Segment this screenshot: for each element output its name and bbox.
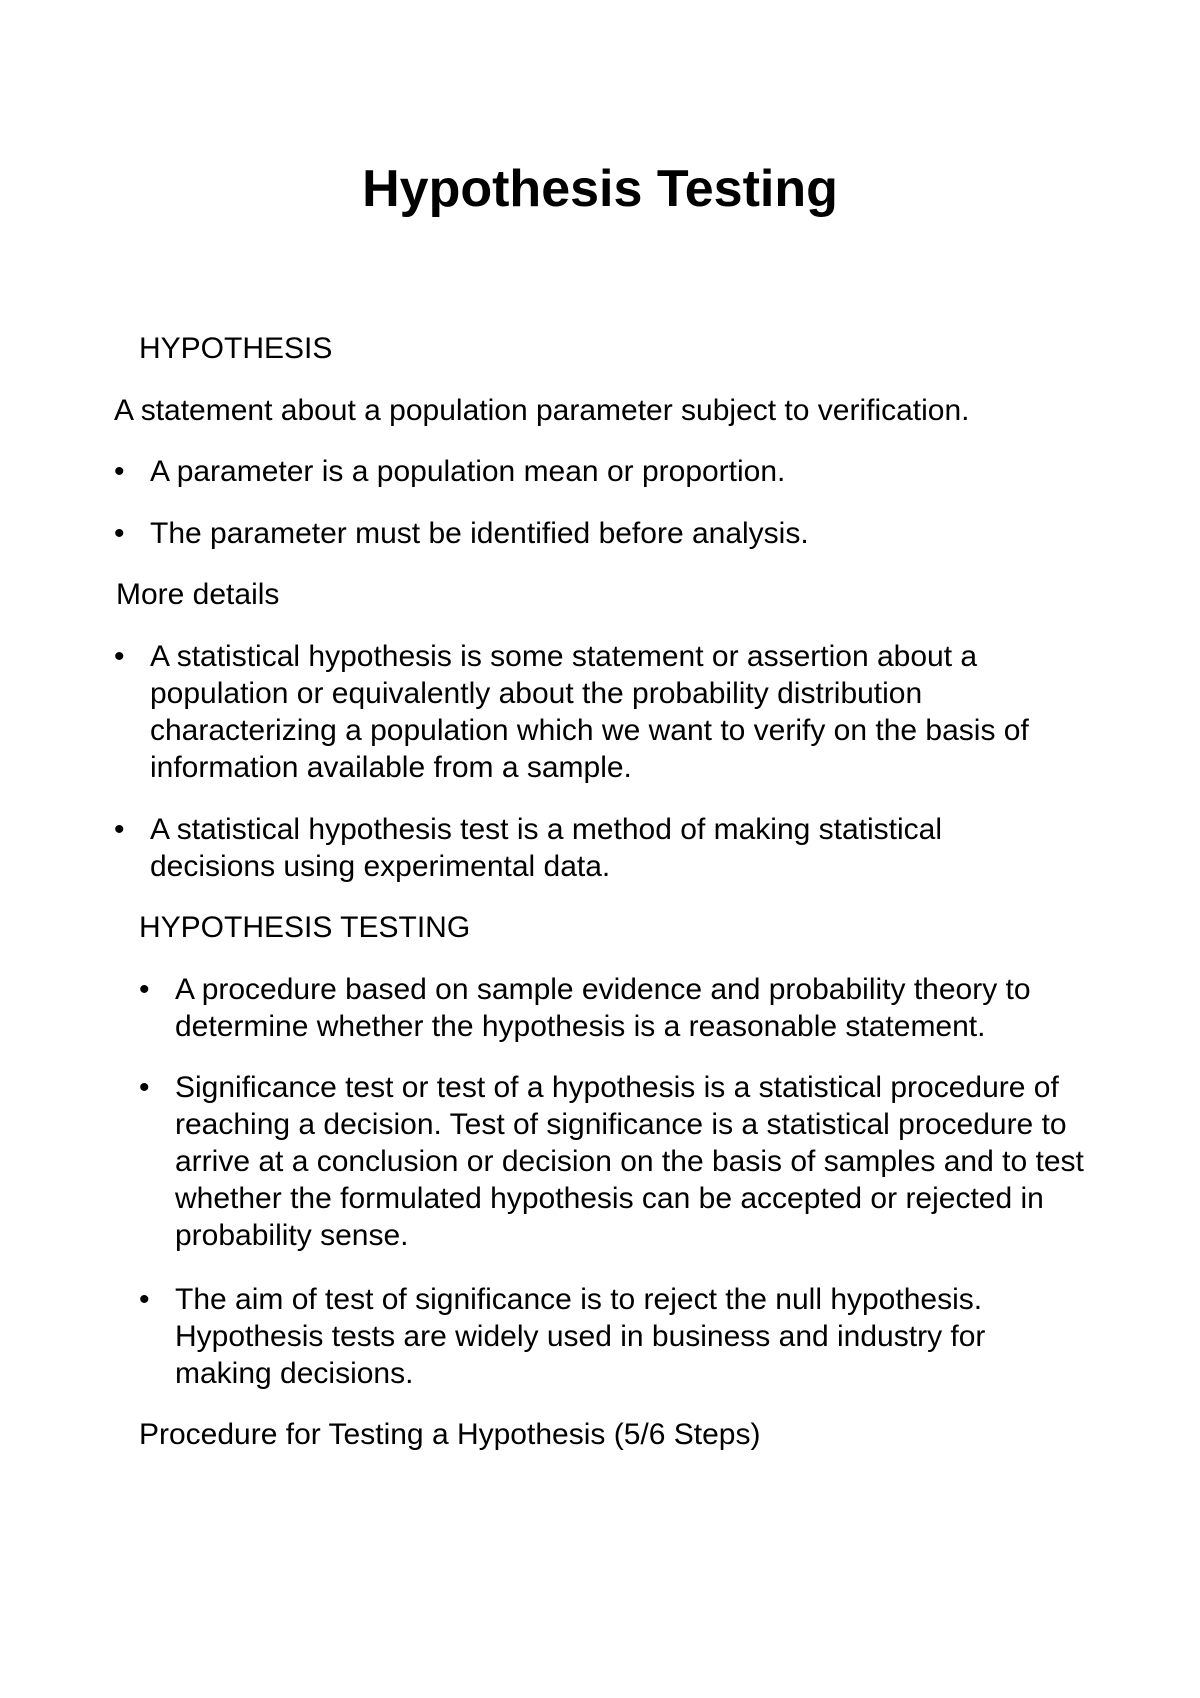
list-item (139, 971, 1139, 1046)
hypothesis-heading: HYPOTHESIS (139, 332, 333, 365)
list-item-text: A statistical hypothesis test is a method of making statistical decisions using experimental data. (150, 813, 943, 883)
page-title: Hypothesis Testing (362, 160, 838, 218)
list-item (139, 1069, 1139, 1259)
bullet-icon: • (114, 517, 125, 550)
list-item-text: A procedure based on sample evidence and probability theory to determine whether the hypothesis is a reasonable statement. (175, 973, 1031, 1043)
bullet-icon: • (139, 1071, 150, 1104)
list-item-text: Significance test or test of a hypothesis is a statistical procedure of reaching a decision. Test of significance is a statistical procedure to arrive at a conclusion or decision on the basis of samples and to test whether the formulated hypothesis can be accepted or rejected in probability sense. (175, 1071, 1084, 1252)
more-details-heading: More details (116, 578, 280, 611)
list-item (114, 811, 1114, 886)
bullet-icon: • (139, 973, 150, 1006)
list-item-text: The parameter must be identified before analysis. (150, 517, 809, 550)
list-item-text: The aim of test of significance is to reject the null hypothesis. Hypothesis tests are widely used in business and industry for making decisions. (175, 1283, 986, 1390)
bullet-icon: • (114, 455, 125, 488)
procedure-heading: Procedure for Testing a Hypothesis (5/6 Steps) (139, 1418, 761, 1451)
list-item-text: A statistical hypothesis is some statement or assertion about a population or equivalently about the probability distribution characterizing a population which we want to verify on the basis of information available from a sample. (150, 640, 1029, 784)
bullet-icon: • (114, 813, 125, 846)
list-item (139, 1281, 1139, 1393)
hypothesis-testing-heading: HYPOTHESIS TESTING (139, 911, 471, 944)
list-item (114, 453, 1114, 490)
list-item (114, 515, 1114, 552)
bullet-icon: • (139, 1283, 150, 1316)
hypothesis-definition: A statement about a population parameter subject to verification. (114, 394, 970, 427)
list-item (114, 638, 1114, 788)
bullet-icon: • (114, 640, 125, 673)
list-item-text: A parameter is a population mean or proportion. (150, 455, 786, 488)
